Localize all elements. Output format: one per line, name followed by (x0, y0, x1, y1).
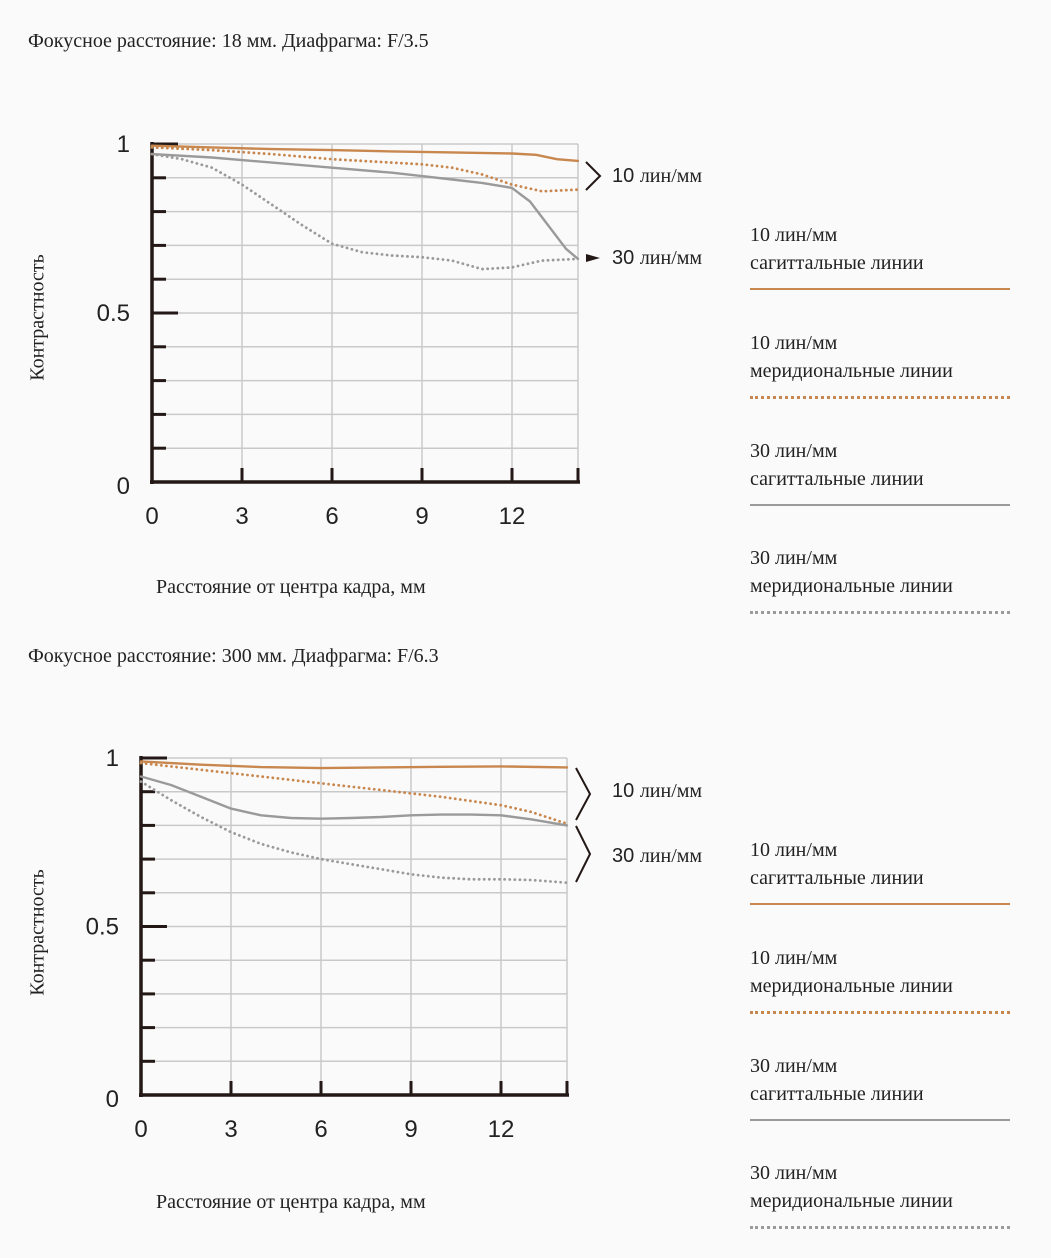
legend-line-type: сагиттальные линии (750, 468, 924, 490)
legend-line-type: сагиттальные линии (750, 867, 924, 889)
chart-title: Фокусное расстояние: 300 мм. Диафрагма: F/6.3 (28, 645, 439, 667)
legend-item-10-meridional (750, 332, 1012, 402)
legend-swatch (750, 1011, 1010, 1014)
y-tick-label: 0 (116, 473, 130, 500)
legend-item-10-sagittal (750, 224, 1012, 294)
legend-swatch (750, 396, 1010, 399)
legend-swatch (750, 288, 1010, 290)
chart-title: Фокусное расстояние: 18 мм. Диафрагма: F/3.5 (28, 30, 429, 52)
mtf-chart (0, 0, 740, 615)
x-tick-label: 6 (314, 1116, 328, 1143)
x-tick-label: 12 (487, 1116, 515, 1143)
legend-line-type: сагиттальные линии (750, 252, 924, 274)
legend-item-10-sagittal (750, 839, 1012, 909)
frequency-annotation: 30 лин/мм (612, 845, 703, 867)
x-tick-label: 6 (325, 503, 339, 530)
legend-frequency: 30 лин/мм (750, 547, 838, 569)
mtf-panel-18mm (0, 0, 1051, 615)
brace-icon (576, 768, 590, 820)
legend-swatch (750, 1119, 1010, 1121)
y-axis-label: Контрастность (26, 869, 49, 996)
legend-item-30-meridional (750, 1162, 1012, 1232)
legend-frequency: 10 лин/мм (750, 224, 838, 246)
frequency-annotation: 10 лин/мм (612, 780, 703, 802)
y-tick-label: 0.5 (96, 300, 130, 327)
legend-item-30-meridional (750, 547, 1012, 617)
legend-frequency: 30 лин/мм (750, 1162, 838, 1184)
legend-frequency: 30 лин/мм (750, 440, 838, 462)
x-tick-label: 3 (224, 1116, 238, 1143)
frequency-annotation: 30 лин/мм (612, 247, 703, 269)
y-tick-label: 1 (105, 745, 119, 772)
mtf-curve-0 (141, 761, 567, 768)
legend-swatch (750, 611, 1010, 614)
legend-frequency: 10 лин/мм (750, 947, 838, 969)
x-tick-label: 3 (235, 503, 249, 530)
x-tick-label: 0 (145, 503, 159, 530)
y-tick-label: 0.5 (85, 913, 119, 941)
legend-item-30-sagittal (750, 1055, 1012, 1125)
legend-line-type: сагиттальные линии (750, 1083, 924, 1105)
mtf-curve-2 (141, 777, 567, 826)
brace-icon (586, 162, 600, 190)
legend-swatch (750, 903, 1010, 905)
frequency-annotation: 10 лин/мм (612, 165, 703, 187)
legend-line-type: меридиональные линии (750, 975, 953, 997)
legend-frequency: 30 лин/мм (750, 1055, 838, 1077)
y-axis-label: Контрастность (26, 254, 49, 381)
legend-frequency: 10 лин/мм (750, 839, 838, 861)
x-axis-label: Расстояние от центра кадра, мм (156, 576, 426, 598)
legend-item-30-sagittal (750, 440, 1012, 510)
x-tick-label: 9 (415, 503, 429, 530)
legend-swatch (750, 1226, 1010, 1229)
x-tick-label: 9 (404, 1116, 418, 1143)
legend-line-type: меридиональные линии (750, 1190, 953, 1212)
mtf-chart (0, 615, 740, 1230)
legend-item-10-meridional (750, 947, 1012, 1017)
legend-frequency: 10 лин/мм (750, 332, 838, 354)
arrow-icon (586, 254, 600, 262)
y-tick-label: 1 (116, 131, 130, 158)
legend-swatch (750, 504, 1010, 506)
x-tick-label: 12 (498, 503, 526, 530)
x-tick-label: 0 (134, 1116, 148, 1143)
brace-icon (576, 826, 590, 882)
legend-line-type: меридиональные линии (750, 360, 953, 382)
mtf-panel-300mm (0, 615, 1051, 1230)
mtf-curve-3 (141, 782, 567, 883)
x-axis-label: Расстояние от центра кадра, мм (156, 1191, 426, 1213)
legend-line-type: меридиональные линии (750, 575, 953, 597)
y-tick-label: 0 (105, 1086, 119, 1113)
